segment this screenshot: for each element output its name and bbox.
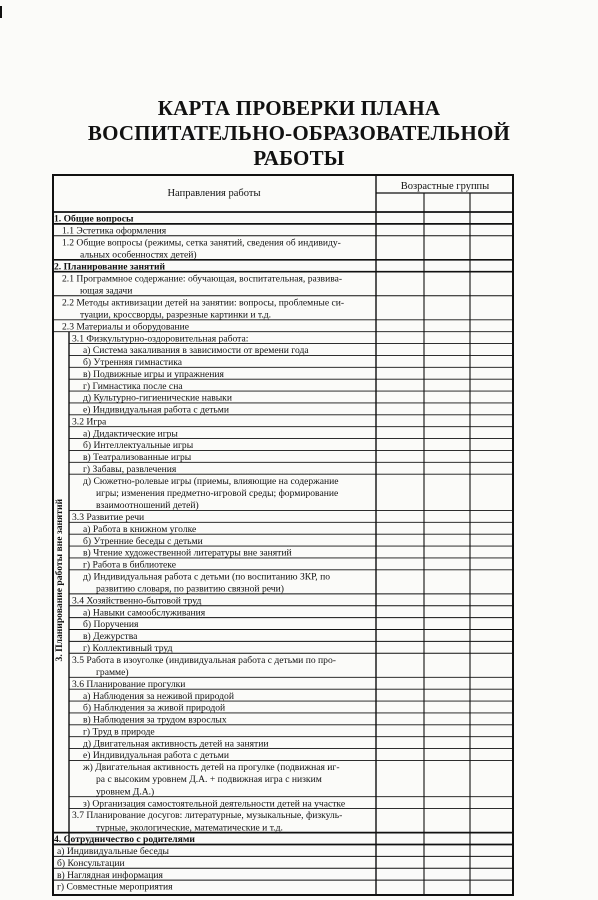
row-label: д) Индивидуальная работа с детьми (по воспитанию ЗКР, по [83,571,331,583]
row-label: 3.3 Развитие речи [72,512,145,524]
row-label-continued: ра с высоким уровнем Д.А. + подвижная игра с низким [96,774,322,786]
row-label: 3.7 Планирование досугов: литературные, музыкальные, физкуль- [72,810,343,822]
row-label: б) Утренние беседы с детьми [83,535,203,547]
row-label-continued: турные, экологические, математические и т.д. [96,822,283,834]
row-label-continued: грамме) [96,667,129,679]
title-line-2: ВОСПИТАТЕЛЬНО-ОБРАЗОВАТЕЛЬНОЙ [87,121,511,145]
row-label: а) Работа в книжном уголке [83,523,197,535]
row-label: 3.1 Физкультурно-оздоровительная работа: [72,333,249,345]
document-title [0,96,598,171]
row-label: в) Чтение художественной литературы вне занятий [83,547,292,559]
row-label: 3.6 Планирование прогулки [72,678,186,690]
row-label: г) Забавы, развлечения [83,463,177,475]
title-line-3: РАБОТЫ [253,146,345,170]
row-label-continued: развитию словаря, по развитию связной речи) [96,583,284,595]
planning-section-label: 3. Планирование работы вне занятий [54,498,65,662]
row-label: 2.1 Программное содержание: обучающая, воспитательная, развива- [62,273,343,285]
row-label: б) Поручения [83,619,139,631]
row-label-continued: туации, кроссворды, разрезные картинки и т.д. [80,309,272,321]
row-label: а) Индивидуальные беседы [57,846,169,858]
row-label: в) Наглядная информация [57,869,163,881]
row-label-continued: игры; изменения предметно-игровой среды; формирование [96,487,339,499]
row-label: д) Двигательная активность детей на занятии [83,738,269,750]
planning-section-label-box [50,332,69,828]
row-label: б) Консультации [57,857,125,869]
row-label: 1. Общие вопросы [54,213,134,225]
row-label: е) Индивидуальная работа с детьми [83,404,229,416]
row-label: 3.4 Хозяйственно-бытовой труд [72,595,202,607]
row-label: 2. Планирование занятий [54,261,166,273]
row-label: 1.1 Эстетика оформления [62,225,167,237]
row-label: в) Театрализованные игры [83,452,192,464]
row-label-continued: уровнем Д.А.) [96,786,155,798]
row-label: г) Гимнастика после сна [83,380,183,392]
header-directions: Направления работы [167,188,261,199]
row-label: е) Индивидуальная работа с детьми [83,750,229,762]
row-label: б) Интеллектуальные игры [83,440,194,452]
row-label: а) Дидактические игры [83,428,178,440]
row-label-continued: альных особенностях детей) [80,249,197,261]
row-label: в) Подвижные игры и упражнения [83,368,224,380]
row-label: з) Организация самостоятельной деятельности детей на участке [83,798,346,810]
check-table-frame [52,174,514,896]
row-label: 3.2 Игра [72,416,107,428]
row-label: г) Коллективный труд [83,642,173,654]
row-label: а) Навыки самообслуживания [83,607,206,619]
title-line-1: КАРТА ПРОВЕРКИ ПЛАНА [157,96,441,120]
header-age-groups: Возрастные группы [400,181,490,192]
row-label: в) Дежурства [83,631,138,643]
row-label: 4. Сотрудничество с родителями [54,834,195,846]
row-label: 3.5 Работа в изоуголке (индивидуальная работа с детьми по про- [72,654,336,666]
row-label-continued: ющая задачи [80,285,133,297]
row-label: 1.2 Общие вопросы (режимы, сетка занятий, сведения об индивиду- [62,237,341,249]
row-label: б) Наблюдения за живой природой [83,702,226,714]
row-label: г) Труд в природе [83,726,155,738]
row-label: 2.2 Методы активизации детей на занятии: вопросы, проблемные си- [62,297,345,309]
scan-mark [0,6,2,18]
row-label: а) Система закаливания в зависимости от времени года [83,345,309,357]
row-label: б) Утренняя гимнастика [83,357,183,369]
row-label: г) Работа в библиотеке [83,559,176,571]
row-label: д) Сюжетно-ролевые игры (приемы, влияющие на содержание [83,475,339,487]
row-label: в) Наблюдения за трудом взрослых [83,714,227,726]
row-label: ж) Двигательная активность детей на прогулке (подвижная иг- [83,762,340,774]
row-label: д) Культурно-гигиенические навыки [83,392,232,404]
row-label: 2.3 Материалы и оборудование [62,321,190,333]
row-label: а) Наблюдения за неживой природой [83,690,234,702]
row-label: г) Совместные мероприятия [57,881,173,893]
row-label-continued: взаимоотношений детей) [96,500,199,512]
